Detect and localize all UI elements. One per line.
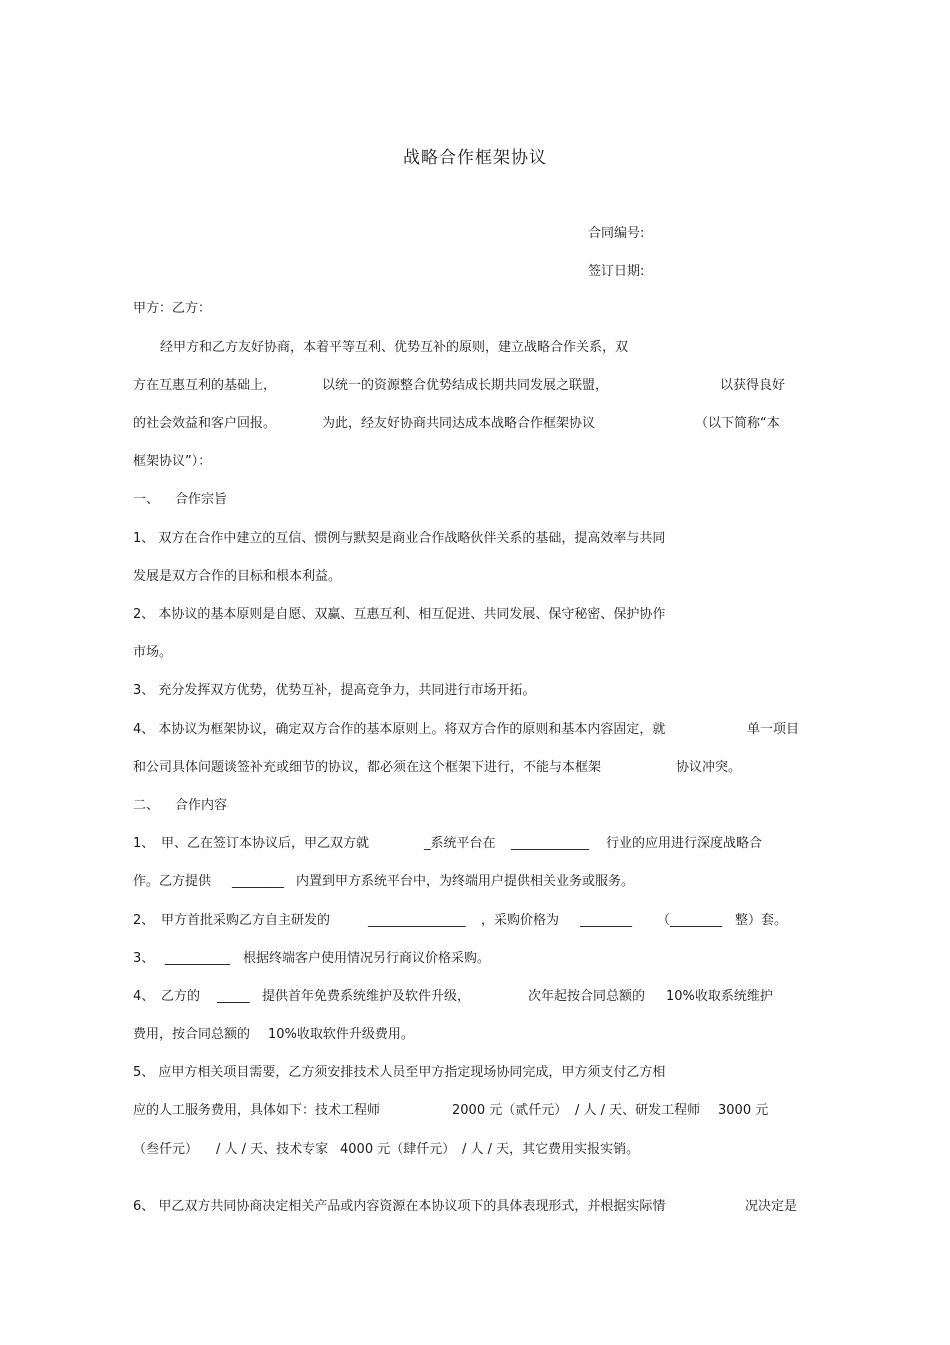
intro-line-3c: （以下简称“本	[695, 416, 780, 431]
sec2-item-4-number: 4、	[133, 989, 155, 1004]
sec2-item-4-text-b: 提供首年免费系统维护及软件升级，	[262, 989, 471, 1004]
sec2-item-1-text-e: 内置到甲方系统平台中，为终端用户提供相关业务或服务。	[296, 874, 635, 889]
sec1-item-3: 3、 充分发挥双方优势，优势互补，提高竞争力，共同进行市场开拓。	[133, 683, 536, 698]
sign-date-label: 签订日期:	[588, 264, 645, 279]
sec2-item-4-text-e: 费用，按合同总额的	[133, 1027, 251, 1042]
sec2-item-1-text-a: 甲、乙在签订本协议后，甲乙双方就	[161, 836, 370, 851]
sec2-item-3-blank: __________	[165, 951, 230, 966]
sec2-item-2-blank-1: _______________	[368, 913, 466, 928]
sec1-item-4-line-2: 和公司具体问题谈签补充或细节的协议，都必须在这个框架下进行，不能与本框架	[133, 760, 602, 775]
sec1-item-4-line-1-tail: 单一项目	[747, 722, 800, 737]
sec2-item-3-number: 3、	[133, 951, 155, 966]
sec2-item-5-line-3b: / 人 / 天、技术专家	[216, 1142, 329, 1157]
sec1-item-2-line-2: 市场。	[133, 645, 173, 660]
intro-line-2c: 以获得良好	[720, 378, 786, 393]
sec2-item-4-blank: _____	[217, 989, 250, 1004]
parties-line: 甲方：乙方：	[133, 301, 212, 316]
section-2-title: 合作内容	[175, 798, 228, 813]
sec2-item-2-number: 2、	[133, 913, 155, 928]
intro-line-2a: 方在互惠互利的基础上，	[133, 378, 277, 393]
sec2-item-1-text-b: _系统平台在	[424, 836, 496, 851]
sec2-item-5-line-3d: / 人 / 天，其它费用实报实销。	[462, 1142, 640, 1157]
sec2-item-2-text-b: ，采购价格为	[481, 913, 560, 928]
sec2-item-2-blank-2: ________	[580, 913, 632, 928]
intro-line-4: 框架协议”）：	[133, 454, 212, 469]
sec1-item-1-line-2: 发展是双方合作的目标和根本利益。	[133, 569, 342, 584]
sec1-item-4-line-1: 4、 本协议为框架协议，确定双方合作的基本原则上。将双方合作的原则和基本内容固定，就	[133, 722, 666, 737]
intro-line-3a: 的社会效益和客户回报。	[133, 416, 277, 431]
sec1-item-2-line-1: 2、 本协议的基本原则是自愿、双赢、互惠互利、相互促进、共同发展、保守秘密、保护协作	[133, 607, 666, 622]
sec2-item-5-line-1: 5、 应甲方相关项目需要，乙方须安排技术人员至甲方指定现场协同完成，甲方须支付乙方相	[133, 1065, 666, 1080]
sec2-item-4-text-c: 次年起按合同总额的	[528, 989, 646, 1004]
sec1-item-1-line-1: 1、 双方在合作中建立的互信、惯例与默契是商业合作战略伙伴关系的基础，提高效率与共同	[133, 531, 666, 546]
sec2-item-1-text-c: 行业的应用进行深度战略合	[606, 836, 763, 851]
intro-line-2b: 以统一的资源整合优势结成长期共同发展之联盟，	[322, 378, 609, 393]
sec2-item-3-text: 根据终端客户使用情况另行商议价格采购。	[243, 951, 491, 966]
sec2-item-2-text-a: 甲方首批采购乙方自主研发的	[161, 913, 331, 928]
sec2-item-1-blank: ____________	[511, 836, 589, 851]
sec1-item-4-line-2-tail: 协议冲突。	[676, 760, 742, 775]
contract-number-label: 合同编号:	[588, 226, 645, 241]
sec2-item-5-line-3c: 4000 元（肆仟元）	[340, 1142, 456, 1157]
intro-line-3b: 为此，经友好协商共同达成本战略合作框架协议	[322, 416, 596, 431]
intro-line-1: 经甲方和乙方友好协商，本着平等互利、优势互补的原则，建立战略合作关系，双	[160, 340, 629, 355]
sec2-item-2-text-d: 整）套。	[735, 913, 788, 928]
section-2-number: 二、	[133, 798, 160, 813]
sec2-item-5-line-2d: 3000 元	[718, 1103, 769, 1118]
section-1-title: 合作宗旨	[175, 492, 228, 507]
sec2-item-6-line-1-tail: 况决定是	[745, 1199, 798, 1214]
sec2-item-4-text-d: 10%收取系统维护	[666, 989, 773, 1004]
sec2-item-2-text-c: （	[657, 913, 671, 928]
sec2-item-5-line-3a: （叁仟元）	[133, 1142, 199, 1157]
sec2-item-1-blank-2: ________	[232, 874, 284, 889]
sec2-item-5-line-2a: 应的人工服务费用，具体如下：技术工程师	[133, 1103, 381, 1118]
sec2-item-4-text-a: 乙方的	[161, 989, 201, 1004]
document-title: 战略合作框架协议	[403, 148, 547, 168]
sec2-item-1-number: 1、	[133, 836, 155, 851]
sec2-item-6-line-1: 6、 甲乙双方共同协商决定相关产品或内容资源在本协议项下的具体表现形式，并根据实际情	[133, 1199, 666, 1214]
sec2-item-5-line-2b: 2000 元（贰仟元）	[452, 1103, 568, 1118]
sec2-item-5-line-2c: / 人 / 天、研发工程师	[575, 1103, 701, 1118]
section-1-number: 一、	[133, 492, 160, 507]
sec2-item-2-blank-3: ________	[670, 913, 722, 928]
sec2-item-4-text-f: 10%收取软件升级费用。	[268, 1027, 414, 1042]
sec2-item-1-text-d: 作。乙方提供	[133, 874, 212, 889]
